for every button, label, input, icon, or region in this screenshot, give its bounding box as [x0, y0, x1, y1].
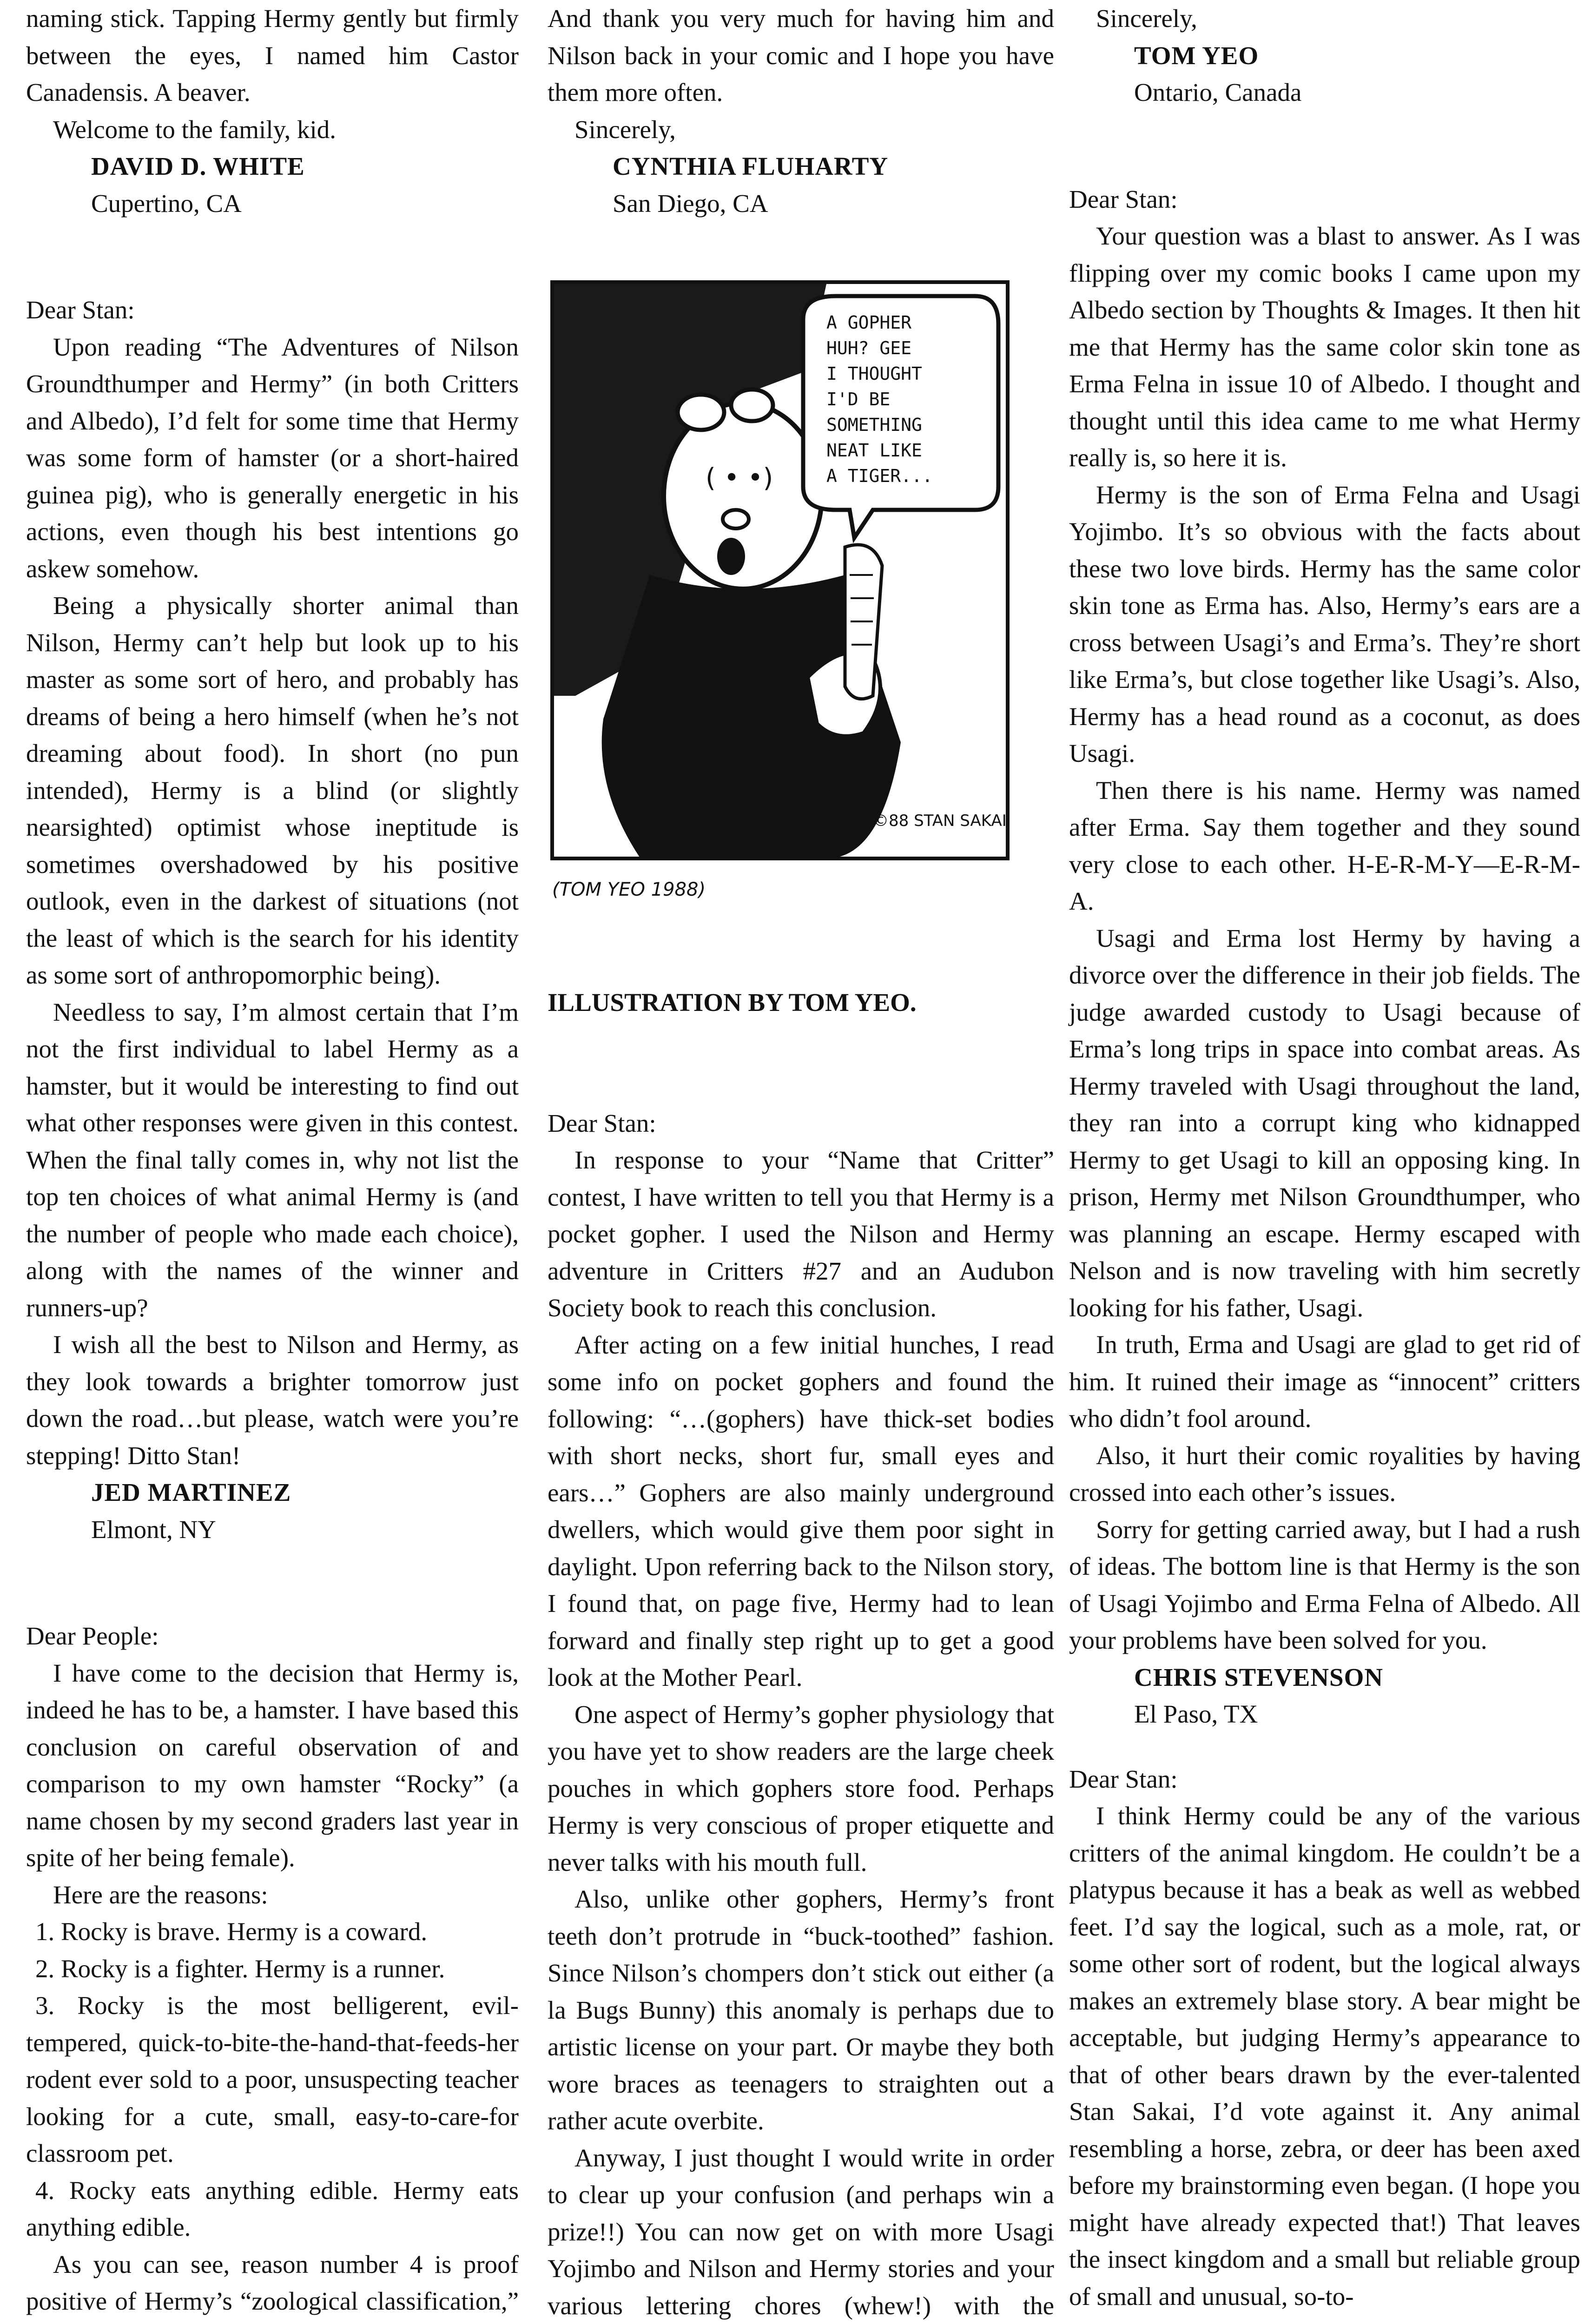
salutation: Dear People:	[26, 1622, 159, 1650]
hermy-illustration	[548, 277, 1012, 956]
letter-continuation	[548, 0, 1054, 148]
list-item: 4. Rocky eats anything edible. Hermy eats anything edible.	[26, 2176, 519, 2241]
paragraph: Usagi and Erma lost Hermy by having a divorce over the difference in their job fields. The judge awarded custody to Usagi because of Erma’s long trips in space into combat areas. As Hermy traveled with Usagi throughout the land, they ran into a corrupt king who kidnapped Hermy to get Usagi to kill an opposing king. In prison, Hermy met Nilson Groundthumper, who was planning an escape. Hermy escaped with Nelson and is now traveling with him secretly looking for his father, Usagi.	[1069, 924, 1580, 1322]
paragraph: Also, unlike other gophers, Hermy’s front teeth don’t protrude in “buck-toothed” fashion. Since Nilson’s chompers don’t stick out either (a la Bugs Bunny) this anomaly is perhaps due to artistic license on your part. Or maybe they both wore braces as teenagers to straighten out a rather acute overbite.	[548, 1885, 1054, 2135]
letter	[548, 1105, 1054, 2324]
balloon-line: NEAT LIKE	[826, 440, 922, 461]
signature-location: Elmont, NY	[91, 1515, 216, 1544]
letter-continuation	[1069, 0, 1580, 37]
signature-name: TOM YEO	[1134, 41, 1259, 70]
column-left	[26, 0, 519, 2324]
letter	[1069, 181, 1580, 1659]
list-item: 1. Rocky is brave. Hermy is a coward.	[35, 1917, 428, 1946]
paragraph: In response to your “Name that Critter” contest, I have written to tell you that Hermy is a pocket gopher. I used the Nilson and Hermy adventure in Critters #27 and an Audubon Society book to reach this conclusion.	[548, 1146, 1054, 1322]
signature-name: DAVID D. WHITE	[91, 152, 305, 180]
paragraph: Also, it hurt their comic royalities by having crossed into each other’s issues.	[1069, 1441, 1580, 1506]
paragraph: Welcome to the family, kid.	[53, 115, 337, 144]
balloon-line: A GOPHER	[826, 312, 912, 333]
hermy-mouth	[717, 538, 745, 575]
illustration	[548, 277, 1012, 975]
closing: Sincerely,	[1096, 4, 1197, 33]
hermy-ear	[678, 395, 724, 430]
paragraph: Anyway, I just thought I would write in order to clear up your confusion (and perhaps win a prize!!) You can now get on with more Usagi Yojimbo and Nilson and Hermy stories and your various lettering chores (whew!) with the	[548, 2143, 1054, 2320]
list-item: 2. Rocky is a fighter. Hermy is a runner.	[35, 1954, 445, 1983]
paragraph: I wish all the best to Nilson and Hermy, as they look towards a brighter tomorrow just down the road…but please, watch were you’re stepping! Ditto Stan!	[26, 1330, 519, 1470]
balloon-line: SOMETHING	[826, 415, 922, 435]
letter	[1069, 1761, 1580, 2315]
paragraph: After acting on a few initial hunches, I read some info on pocket gophers and found the following: “…(gophers) have thick-set bodies with short necks, short fur, small eyes and ears…” Gophers are also mainly underground dwellers, which would give them poor sight in daylight. Upon referring back to the Nilson story, I found that, on page five, Hermy had to lean forward and finally step right up to get a good look at the Mother Pearl.	[548, 1330, 1054, 1691]
hermy-eyes: ( • •)	[706, 463, 773, 493]
letter-continuation	[26, 0, 519, 148]
list-item: 3. Rocky is the most belligerent, evil-tempered, quick-to-bite-the-hand-that-feeds-her rodent ever sold to a poor, unsuspecting teacher looking for a cute, small, easy-to-care-for classroom pet.	[26, 1991, 519, 2167]
salutation: Dear Stan:	[548, 1109, 656, 1137]
paragraph: Hermy is the son of Erma Felna and Usagi Yojimbo. It’s so obvious with the facts about these two love birds. Hermy has the same color skin tone as Erma has. Also, Hermy’s ears are a cross between Usagi’s and Erma’s. They’re short like Erma’s, but close together like Usagi’s. Also, Hermy has a head round as a coconut, as does Usagi.	[1069, 480, 1580, 767]
paragraph: One aspect of Hermy’s gopher physiology that you have yet to show readers are the large cheek pouches in which gophers store food. Perhaps Hermy is very conscious of proper etiquette and never talks with his mouth full.	[548, 1700, 1054, 1876]
balloon-line: HUH? GEE	[826, 338, 912, 358]
copyright-mark: ©88 STAN SAKAI	[873, 812, 1007, 830]
signature-name: CHRIS STEVENSON	[1134, 1663, 1384, 1691]
balloon-line: A TIGER...	[826, 466, 933, 486]
signature-block	[548, 148, 1054, 222]
paragraph: Your question was a blast to answer. As I was flipping over my comic books I came upon my Albedo section by Thoughts & Images. It then hit me that Hermy has the same color skin tone as Erma Felna in issue 10 of Albedo. I thought and thought until this idea came to me what Hermy really is, so here it is.	[1069, 222, 1580, 472]
letter	[26, 1618, 519, 2324]
illustration-caption: ILLUSTRATION BY TOM YEO.	[548, 988, 917, 1017]
salutation: Dear Stan:	[1069, 1764, 1178, 1793]
signature-block	[1069, 37, 1580, 111]
signature-block	[1069, 1659, 1580, 1733]
closing: Sincerely,	[574, 115, 676, 144]
paragraph: Needless to say, I’m almost certain that I’m not the first individual to label Hermy as a hamster, but it would be interesting to find out what other responses were given in this contest. When the final tally comes in, why not list the top ten choices of what animal Hermy is (and the number of people who made each choice), along with the names of the winner and runners-up?	[26, 997, 519, 1322]
letter	[26, 291, 519, 1474]
paragraph: Upon reading “The Adventures of Nilson Groundthumper and Hermy” (in both Critters and Albedo), I’d felt for some time that Hermy was some form of hamster (or a short-haired guinea pig), who is generally energetic in his actions, even though his best intentions go askew somehow.	[26, 332, 519, 583]
paragraph: Here are the reasons:	[53, 1880, 268, 1909]
salutation: Dear Stan:	[1069, 185, 1178, 213]
signature-location: Ontario, Canada	[1134, 78, 1302, 106]
balloon-line: I'D BE	[826, 389, 891, 409]
signature-name: CYNTHIA FLUHARTY	[613, 152, 889, 180]
paragraph: And thank you very much for having him and Nilson back in your comic and I hope you have them more often.	[548, 4, 1054, 106]
hermy-ear	[731, 390, 773, 421]
signature-name: JED MARTINEZ	[91, 1478, 291, 1506]
paragraph: As you can see, reason number 4 is proof positive of Hermy’s “zoological classification,”	[26, 2250, 519, 2315]
paragraph: Being a physically shorter animal than Nilson, Hermy can’t help but look up to his master as some sort of hero, and probably has dreams of being a hero himself (when he’s not dreaming about food). In short (no pun intended), Hermy is a blind (or slightly nearsighted) optimist whose ineptitude is sometimes overshadowed by his positive outlook, even in the darkest of situations (not the least of which is the search for his identity as some sort of anthropomorphic being).	[26, 591, 519, 989]
paragraph: I think Hermy could be any of the various critters of the animal kingdom. He couldn’t be a platypus because it has a beak as well as webbed feet. I’d say the logical, such as a mole, rat, or some other sort of rodent, but the logical always makes an extremely blase story. A bear might be acceptable, but judging Hermy’s appearance to that of other bears drawn by the ever-talented Stan Sakai, I’d vote against it. Any animal resembling a horse, zebra, or deer has been axed before my brainstorming even began. (I hope you might have already expected that!) That leaves the insect kingdom and a small but reliable group of small and unusual, so-to-	[1069, 1802, 1580, 2311]
signature-location: El Paso, TX	[1134, 1700, 1258, 1728]
signature-block	[26, 1474, 519, 1548]
signature-block	[26, 148, 519, 222]
column-right	[1069, 0, 1580, 2315]
hermy-nose	[723, 510, 749, 528]
paragraph: In truth, Erma and Usagi are glad to get rid of him. It ruined their image as “innocent” critters who didn’t fool around.	[1069, 1330, 1580, 1433]
paragraph: I have come to the decision that Hermy is, indeed he has to be, a hamster. I have based this conclusion on careful observation of and comparison to my own hamster “Rocky” (a name chosen by my second graders last year in spite of her being female).	[26, 1658, 519, 1872]
paragraph: naming stick. Tapping Hermy gently but firmly between the eyes, I named him Castor Canadensis. A beaver.	[26, 4, 519, 106]
paragraph: Then there is his name. Hermy was named after Erma. Say them together and they sound very close to each other. H-E-R-M-Y—E-R-M-A.	[1069, 776, 1580, 915]
signature-location: Cupertino, CA	[91, 189, 242, 218]
balloon-line: I THOUGHT	[826, 363, 922, 384]
column-middle	[548, 0, 1054, 2324]
artist-signature: (TOM YEO 1988)	[552, 879, 706, 900]
salutation: Dear Stan:	[26, 296, 135, 324]
paragraph: Sorry for getting carried away, but I had a rush of ideas. The bottom line is that Hermy is the son of Usagi Yojimbo and Erma Felna of Albedo. All your problems have been solved for you.	[1069, 1515, 1580, 1654]
signature-location: San Diego, CA	[613, 189, 768, 218]
reasons-list	[26, 1913, 519, 2246]
